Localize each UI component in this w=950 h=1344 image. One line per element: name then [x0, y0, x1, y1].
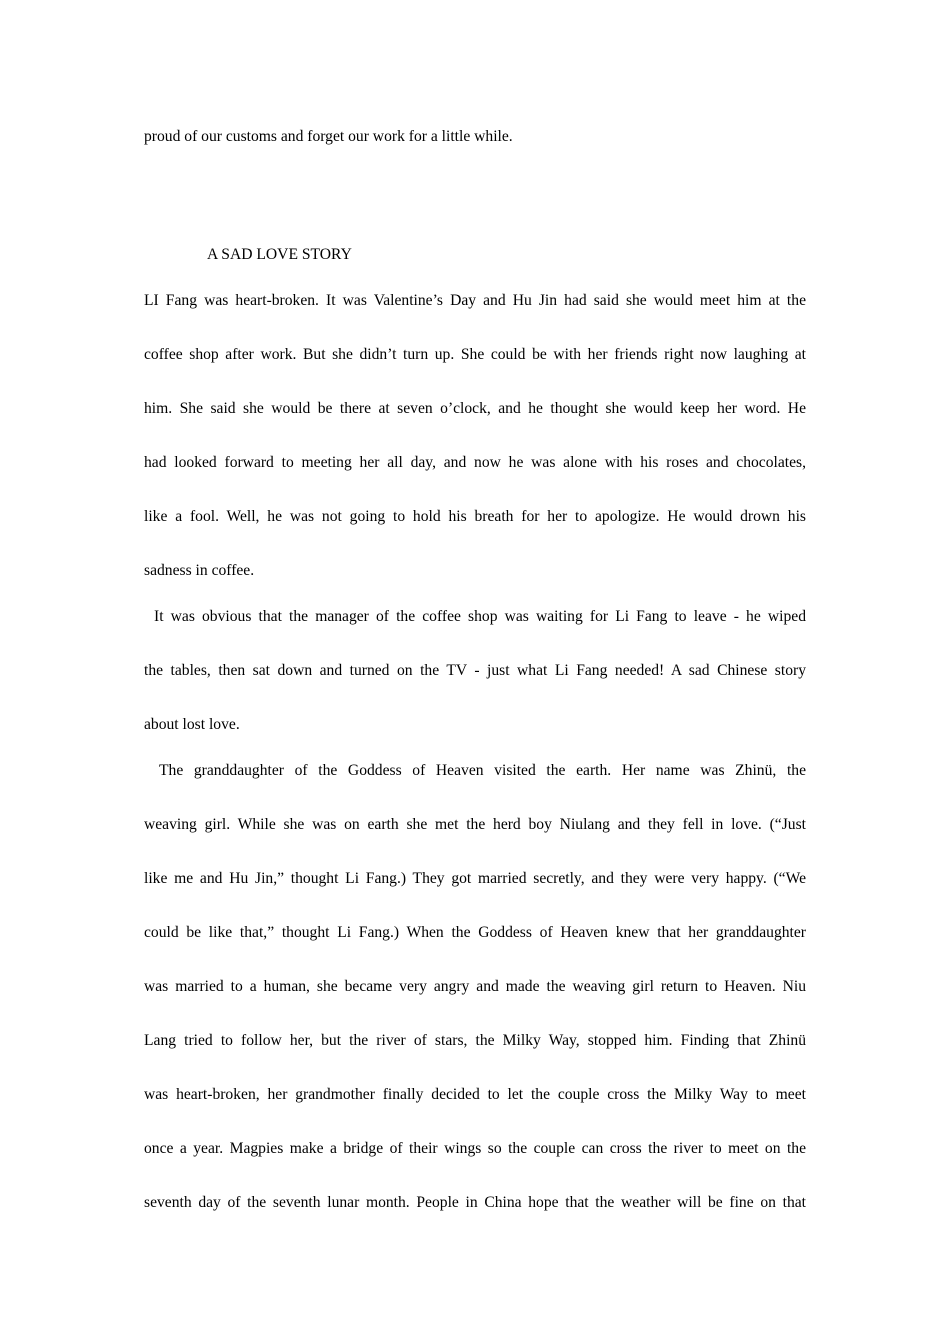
paragraph-line: sadness in coffee. — [144, 562, 255, 579]
paragraph-line: had looked forward to meeting her all day, and now he was alone with his roses and chocolates, — [144, 454, 806, 471]
paragraph-line: Lang tried to follow her, but the river of stars, the Milky Way, stopped him. Finding that Zhinü — [144, 1032, 806, 1049]
paragraph-line: could be like that,” thought Li Fang.) When the Goddess of Heaven knew that her granddaughter — [144, 924, 806, 941]
paragraph-line: LI Fang was heart-broken. It was Valentine’s Day and Hu Jin had said she would meet him at the — [144, 292, 806, 309]
paragraph-line: coffee shop after work. But she didn’t turn up. She could be with her friends right now laughing at — [144, 346, 806, 363]
paragraph-line: seventh day of the seventh lunar month. People in China hope that the weather will be fine on that — [144, 1194, 806, 1211]
paragraph-line: the tables, then sat down and turned on the TV - just what Li Fang needed! A sad Chinese story — [144, 662, 806, 679]
section-spacer — [144, 150, 806, 242]
paragraph-line: The granddaughter of the Goddess of Heaven visited the earth. Her name was Zhinü, the — [159, 762, 806, 779]
paragraph-line: weaving girl. While she was on earth she met the herd boy Niulang and they fell in love. (“Just — [144, 816, 806, 833]
carryover-line: proud of our customs and forget our work for a little while. — [144, 128, 513, 145]
paragraph-line: like me and Hu Jin,” thought Li Fang.) They got married secretly, and they were very happy. (“We — [144, 870, 806, 887]
paragraph-line: once a year. Magpies make a bridge of their wings so the couple can cross the river to meet on the — [144, 1140, 806, 1157]
paragraph-3 — [144, 758, 806, 1216]
paragraph-line: was married to a human, she became very angry and made the weaving girl return to Heaven. Niu — [144, 978, 806, 995]
document-body — [144, 124, 806, 1216]
title-spacer — [144, 268, 806, 288]
paragraph-line: was heart-broken, her grandmother finally decided to let the couple cross the Milky Way to meet — [144, 1086, 806, 1103]
paragraph-line: It was obvious that the manager of the coffee shop was waiting for Li Fang to leave - he wiped — [154, 608, 806, 625]
paragraph-line: him. She said she would be there at seven o’clock, and he thought she would keep her word. He — [144, 400, 806, 417]
paragraph-1 — [144, 288, 806, 584]
paragraph-line: like a fool. Well, he was not going to hold his breath for her to apologize. He would drown his — [144, 508, 806, 525]
story-title: A SAD LOVE STORY — [207, 246, 352, 263]
paragraph-line: about lost love. — [144, 716, 240, 733]
paragraph-2 — [144, 604, 806, 738]
